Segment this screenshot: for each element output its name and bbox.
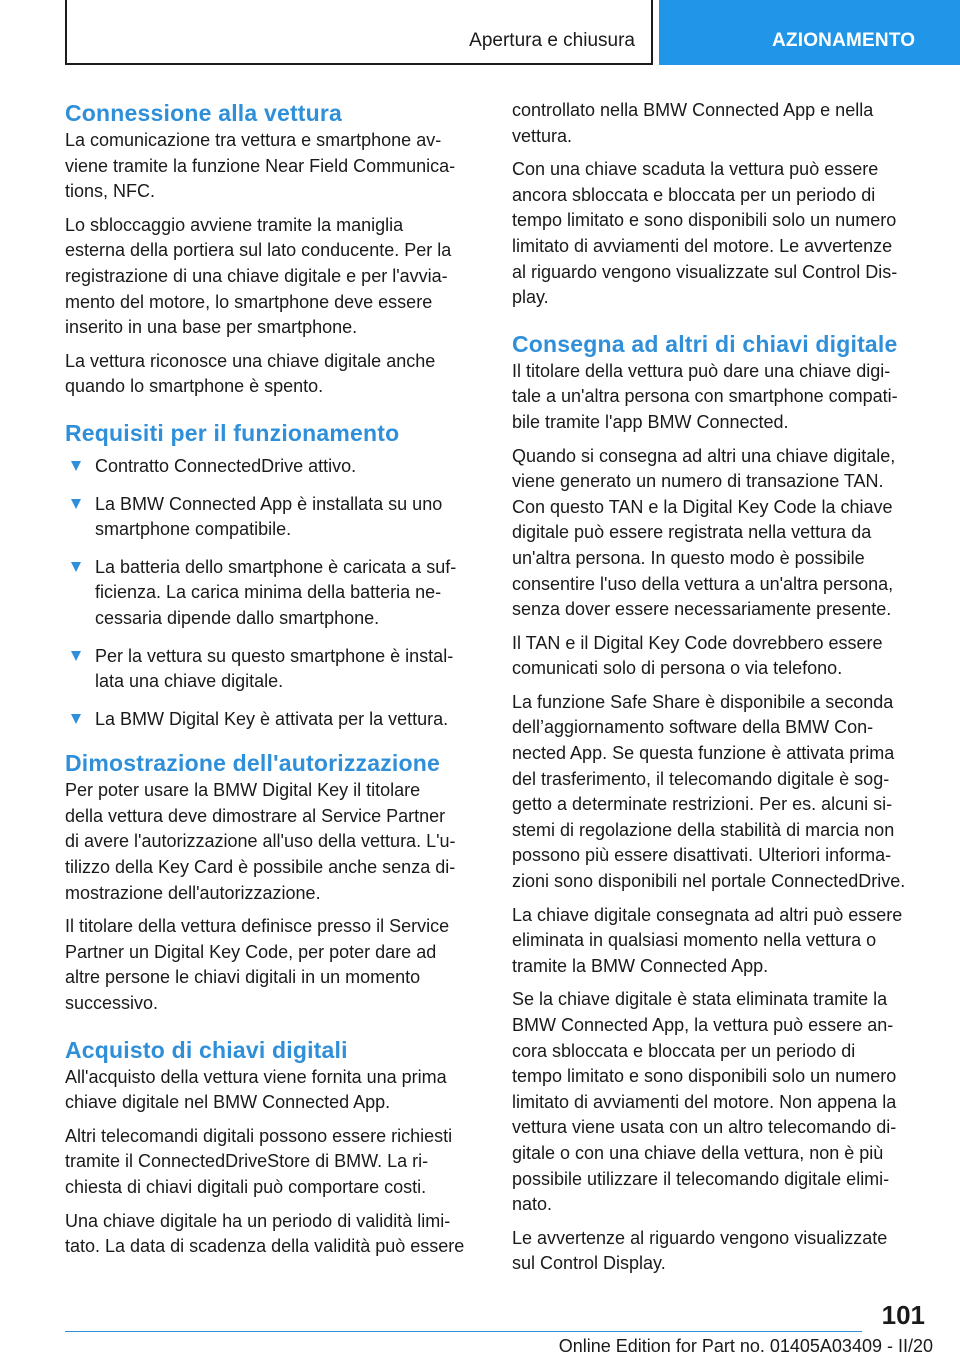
text-line: Quando si consegna ad altri una chiave digitale, bbox=[512, 445, 896, 466]
text-line: gitale o con una chiave della vettura, non è più bbox=[512, 1142, 884, 1163]
text-line: tato. La data di scadenza della validità può essere bbox=[65, 1236, 465, 1257]
footer-divider bbox=[65, 1331, 862, 1332]
paragraph bbox=[512, 631, 932, 682]
right-column bbox=[512, 98, 932, 1277]
heading-connessione: Connessione alla vettura bbox=[65, 100, 343, 126]
text-line: getto a determinate restrizioni. Per es. alcuni si- bbox=[512, 794, 893, 815]
text-line: La funzione Safe Share è disponibile a seconda bbox=[512, 691, 894, 712]
text-line: esterna della portiera sul lato conducente. Per la bbox=[65, 240, 452, 261]
paragraph bbox=[512, 1226, 932, 1277]
text-line: possibile utilizzare il telecomando digitale elimi- bbox=[512, 1168, 890, 1189]
text-line: La BMW Connected App è installata su uno bbox=[95, 493, 443, 514]
text-line: stemi di regolazione della stabilità di marcia non bbox=[512, 819, 895, 840]
text-line: dell’aggiornamento software della BMW Con- bbox=[512, 717, 874, 738]
paragraph bbox=[512, 690, 932, 895]
text-line: Le avvertenze al riguardo vengono visualizzate bbox=[512, 1227, 888, 1248]
bullet-triangle-icon bbox=[71, 562, 81, 572]
text-line: viene generato un numero di transazione TAN. bbox=[512, 471, 884, 492]
paragraph bbox=[512, 903, 932, 980]
text-line: chiesta di chiavi digitali può comportare costi. bbox=[65, 1177, 427, 1197]
text-line: Il TAN e il Digital Key Code dovrebbero essere bbox=[512, 632, 883, 653]
paragraph bbox=[65, 349, 483, 400]
text-line: nato. bbox=[512, 1194, 553, 1215]
text-line: bile tramite l'app BMW Connected. bbox=[512, 411, 789, 432]
text-line: mento del motore, lo smartphone deve essere bbox=[65, 291, 433, 312]
text-line: digitale può essere registrata nella vettura da bbox=[512, 522, 872, 543]
heading-dimostrazione: Dimostrazione dell'autorizzazione bbox=[65, 750, 441, 777]
text-line: cora sbloccata e bloccata per un periodo di bbox=[512, 1040, 856, 1061]
paragraph bbox=[512, 157, 932, 311]
text-line: chiave digitale nel BMW Connected App. bbox=[65, 1092, 391, 1113]
text-line: cessaria dipende dallo smartphone. bbox=[95, 607, 380, 628]
paragraph bbox=[512, 987, 932, 1217]
text-line: della vettura deve dimostrare al Service Partner bbox=[65, 805, 446, 826]
bullet-triangle-icon bbox=[71, 714, 81, 724]
text-line: inserito in una base per smartphone. bbox=[65, 317, 358, 338]
text-line: del trasferimento, il telecomando digitale è sog- bbox=[512, 768, 890, 789]
text-line: Con questo TAN e la Digital Key Code la chiave bbox=[512, 496, 893, 517]
chapter-title: AZIONAMENTO bbox=[772, 30, 916, 51]
text-line: tramite la BMW Connected App. bbox=[512, 955, 769, 976]
text-line: La BMW Digital Key è attivata per la vettura. bbox=[95, 708, 449, 729]
page-number: 101 bbox=[881, 1300, 925, 1330]
section-header-box bbox=[65, 0, 653, 65]
page-header bbox=[65, 0, 960, 66]
text-line: Altri telecomandi digitali possono essere richiesti bbox=[65, 1125, 453, 1146]
text-line: di avere l'autorizzazione all'uso della vettura. L'u- bbox=[65, 831, 456, 852]
text-line: comunicati solo di persona o via telefono. bbox=[512, 658, 843, 679]
paragraph bbox=[65, 1065, 483, 1116]
text-line: nected App. Se questa funzione è attivata prima bbox=[512, 743, 895, 764]
text-line: Per la vettura su questo smartphone è instal- bbox=[95, 645, 454, 666]
paragraph bbox=[65, 128, 483, 205]
text-line: vettura. bbox=[512, 125, 573, 146]
text-line: al riguardo vengono visualizzate sul Control Dis- bbox=[512, 261, 898, 282]
list-item bbox=[65, 707, 483, 733]
text-line: Lo sbloccaggio avviene tramite la maniglia bbox=[65, 214, 404, 235]
heading-consegna: Consegna ad altri di chiavi digitale bbox=[512, 330, 898, 357]
text-line: La vettura riconosce una chiave digitale anche bbox=[65, 350, 436, 371]
text-line: tilizzo della Key Card è possibile anche senza di- bbox=[65, 857, 456, 878]
text-line: viene tramite la funzione Near Field Communica- bbox=[65, 155, 456, 176]
paragraph bbox=[512, 98, 932, 149]
left-column bbox=[65, 98, 483, 1260]
text-line: Contratto ConnectedDrive attivo. bbox=[95, 455, 357, 476]
text-line: Per poter usare la BMW Digital Key il titolare bbox=[65, 780, 421, 801]
text-line: Partner un Digital Key Code, per poter dare ad bbox=[65, 941, 437, 962]
text-line: lata una chiave digitale. bbox=[95, 671, 284, 692]
text-line: quando lo smartphone è spento. bbox=[65, 376, 324, 397]
section-title: Apertura e chiusura bbox=[469, 30, 635, 51]
text-line: La chiave digitale consegnata ad altri può essere bbox=[512, 904, 903, 925]
text-line: Se la chiave digitale è stata eliminata tramite la bbox=[512, 989, 888, 1010]
text-line: Il titolare della vettura può dare una chiave digi- bbox=[512, 360, 891, 381]
text-line: ficienza. La carica minima della batteria ne- bbox=[95, 582, 442, 603]
text-line: smartphone compatibile. bbox=[95, 519, 292, 540]
paragraph bbox=[65, 778, 483, 906]
paragraph bbox=[512, 359, 932, 436]
text-line: All'acquisto della vettura viene fornita una prima bbox=[65, 1066, 447, 1087]
text-line: mostrazione dell'autorizzazione. bbox=[65, 882, 321, 903]
text-line: limitato di avviamenti del motore. Le avvertenze bbox=[512, 235, 893, 256]
text-line: BMW Connected App, la vettura può essere an- bbox=[512, 1015, 894, 1035]
paragraph bbox=[512, 444, 932, 623]
text-line: senza dover essere necessariamente presente. bbox=[512, 599, 892, 620]
text-line: La comunicazione tra vettura e smartphone av- bbox=[65, 130, 442, 150]
bullet-triangle-icon bbox=[71, 461, 81, 471]
paragraph bbox=[65, 1124, 483, 1201]
list-item bbox=[65, 644, 483, 695]
heading-acquisto: Acquisto di chiavi digitali bbox=[65, 1036, 348, 1063]
list-item bbox=[65, 454, 483, 480]
bullet-triangle-icon bbox=[71, 651, 81, 661]
chapter-tab bbox=[659, 0, 960, 65]
list-item bbox=[65, 555, 483, 632]
text-line: play. bbox=[512, 287, 549, 308]
text-line: un'altra persona. In questo modo è possibile bbox=[512, 547, 865, 568]
text-line: eliminata in qualsiasi momento nella vettura o bbox=[512, 930, 877, 951]
text-line: registrazione di una chiave digitale e per l'avvia- bbox=[65, 265, 448, 286]
text-line: Con una chiave scaduta la vettura può essere bbox=[512, 159, 879, 180]
edition-note: Online Edition for Part no. 01405A03409 - II/20 bbox=[558, 1336, 933, 1356]
text-line: tempo limitato e sono disponibili solo un numero bbox=[512, 210, 897, 231]
requirements-list bbox=[65, 454, 483, 732]
heading-requisiti: Requisiti per il funzionamento bbox=[65, 419, 400, 446]
text-line: consentire l'uso della vettura a un'altra persona, bbox=[512, 573, 894, 594]
list-item bbox=[65, 492, 483, 543]
text-line: sul Control Display. bbox=[512, 1253, 666, 1274]
text-line: vettura viene usata con un altro telecomando di- bbox=[512, 1117, 897, 1138]
text-line: controllato nella BMW Connected App e nella bbox=[512, 100, 874, 120]
text-line: Il titolare della vettura definisce presso il Service bbox=[65, 916, 450, 937]
text-line: ancora sbloccata e bloccata per un periodo di bbox=[512, 184, 876, 205]
text-line: limitato di avviamenti del motore. Non appena la bbox=[512, 1091, 897, 1112]
text-line: tions, NFC. bbox=[65, 181, 156, 202]
paragraph bbox=[65, 213, 483, 341]
paragraph bbox=[65, 1209, 483, 1260]
bullet-triangle-icon bbox=[71, 499, 81, 509]
text-line: La batteria dello smartphone è caricata a suf- bbox=[95, 556, 457, 577]
text-line: tempo limitato e sono disponibili solo un numero bbox=[512, 1066, 897, 1087]
text-line: Una chiave digitale ha un periodo di validità limi- bbox=[65, 1210, 451, 1231]
text-line: zioni sono disponibili nel portale ConnectedDrive. bbox=[512, 871, 906, 892]
text-line: tramite il ConnectedDriveStore di BMW. La ri- bbox=[65, 1151, 429, 1172]
text-line: altre persone le chiavi digitali in un momento bbox=[65, 967, 421, 988]
text-line: tale a un'altra persona con smartphone compati- bbox=[512, 386, 898, 407]
paragraph bbox=[65, 914, 483, 1016]
text-line: successivo. bbox=[65, 993, 159, 1014]
text-line: possono più essere disattivati. Ulteriori informa- bbox=[512, 845, 892, 866]
